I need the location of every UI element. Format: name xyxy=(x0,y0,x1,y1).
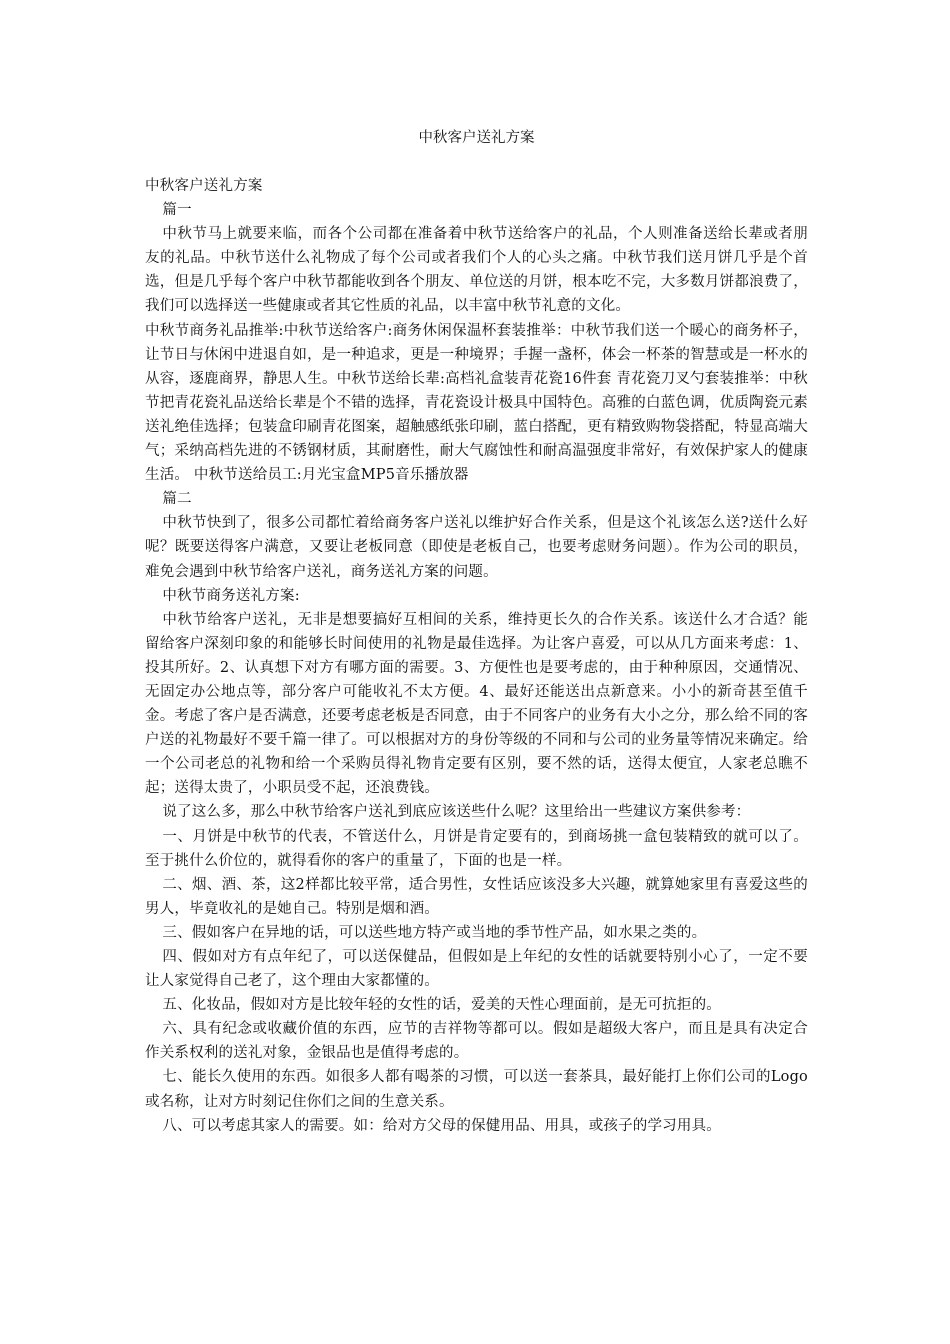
list-item: 二、烟、酒、茶，这2样都比较平常，适合男性，女性话应该没多大兴趣，就算她家里有喜爱这些的男人，毕竟收礼的是她自己。特别是烟和酒。 xyxy=(145,876,808,917)
paragraph: 说了这么多，那么中秋节给客户送礼到底应该送些什么呢？这里给出一些建议方案供参考： xyxy=(162,804,751,821)
list-item: 七、能长久使用的东西。如很多人都有喝茶的习惯，可以送一套茶具，最好能打上你们公司的Logo或名称，让对方时刻记住你们之间的生意关系。 xyxy=(145,1069,808,1110)
paragraph: 中秋节给客户送礼，无非是想要搞好互相间的关系，维持更长久的合作关系。该送什么才合适？能留给客户深刻印象的和能够长时间使用的礼物是最佳选择。为让客户喜爱，可以从几方面来考虑：1、投其所好。2、认真想下对方有哪方面的需要。3、方便性也是要考虑的，由于种种原因，交通情况、无固定办公地点等，部分客户可能收礼不太方便。4、最好还能送出点新意来。小小的新奇甚至值千金。考虑了客户是否满意，还要考虑老板是否同意，由于不同客户的业务有大小之分，那么给不同的客户送的礼物最好不要千篇一律了。可以根据对方的身份等级的不同和与公司的业务量等情况来确定。给 一个公司老总的礼物和给一个采购员得礼物肯定要有区别，要不然的话，送得太便宜，人家老总瞧不起；送得太贵了，小职员受不起，还浪费钱。 xyxy=(145,611,808,797)
document-title: 中秋客户送礼方案 xyxy=(418,130,535,146)
list-item: 三、假如客户在异地的话，可以送些地方特产或当地的季节性产品，如水果之类的。 xyxy=(162,924,707,941)
paragraph: 中秋节快到了，很多公司都忙着给商务客户送礼以维护好合作关系，但是这个礼该怎么送?送什么好呢？既要送得客户满意，又要让老板同意（即使是老板自己，也要考虑财务问题）。作为公司的职员，难免会遇到中秋节给客户送礼，商务送礼方案的问题。 xyxy=(145,515,808,580)
list-item: 八、可以考虑其家人的需要。如：给对方父母的保健用品、用具，或孩子的学习用具。 xyxy=(162,1117,721,1134)
section-label: 篇二 xyxy=(162,491,192,508)
document-heading: 中秋客户送礼方案 xyxy=(145,178,263,194)
list-item: 六、具有纪念或收藏价值的东西，应节的吉祥物等都可以。假如是超级大客户，而且是具有决定合作关系权利的送礼对象，金银品也是值得考虑的。 xyxy=(145,1021,808,1062)
list-item: 五、化妆品，假如对方是比较年轻的女性的话，爱美的天性心理面前，是无可抗拒的。 xyxy=(162,997,721,1014)
paragraph: 中秋节马上就要来临，而各个公司都在准备着中秋节送给客户的礼品，个人则准备送给长辈或者朋友的礼品。中秋节送什么礼物成了每个公司或者我们个人的心头之痛。中秋节我们送月饼几乎是个首选，但是几乎每个客户中秋节都能收到各个朋友、单位送的月饼，根本吃不完，大多数月饼都浪费了，我们可以选择送一些健康或者其它性质的礼品，以丰富中秋节礼意的文化。 xyxy=(145,226,808,315)
document-body xyxy=(145,174,808,1138)
subheading: 中秋节商务送礼方案: xyxy=(162,587,300,604)
paragraph: 中秋节商务礼品推举:中秋节送给客户:商务休闲保温杯套装推举：中秋节我们送一个暖心的商务杯子，让节日与休闲中进退自如，是一种追求，更是一种境界；手握一盏杯，体会一杯茶的智慧或是一杯水的从容，逐鹿商界，静思人生。中秋节送给长辈:高档礼盒装青花瓷16件套 青花瓷刀叉勺套装推举：中秋节把青花瓷礼品送给长辈是个不错的选择，青花瓷设计极具中国特色。高雅的白蓝色调，优质陶瓷元素送礼绝佳选择；包装盒印刷青花图案，超触感纸张印刷，蓝白搭配，更有精致购物袋搭配，特显高端大气；采纳高档先进的不锈钢材质，其耐磨性，耐大气腐蚀性和耐高温强度非常好，有效保护家人的健康生活。 中秋节送给员工:月光宝盒MP5音乐播放器 xyxy=(145,322,808,484)
section-label: 篇一 xyxy=(162,202,192,219)
list-item: 四、假如对方有点年纪了，可以送保健品，但假如是上年纪的女性的话就要特别小心了，一定不要让人家觉得自己老了，这个理由大家都懂的。 xyxy=(145,949,808,990)
list-item: 一、月饼是中秋节的代表，不管送什么，月饼是肯定要有的，到商场挑一盒包装精致的就可以了。至于挑什么价位的，就得看你的客户的重量了，下面的也是一样。 xyxy=(145,828,808,869)
